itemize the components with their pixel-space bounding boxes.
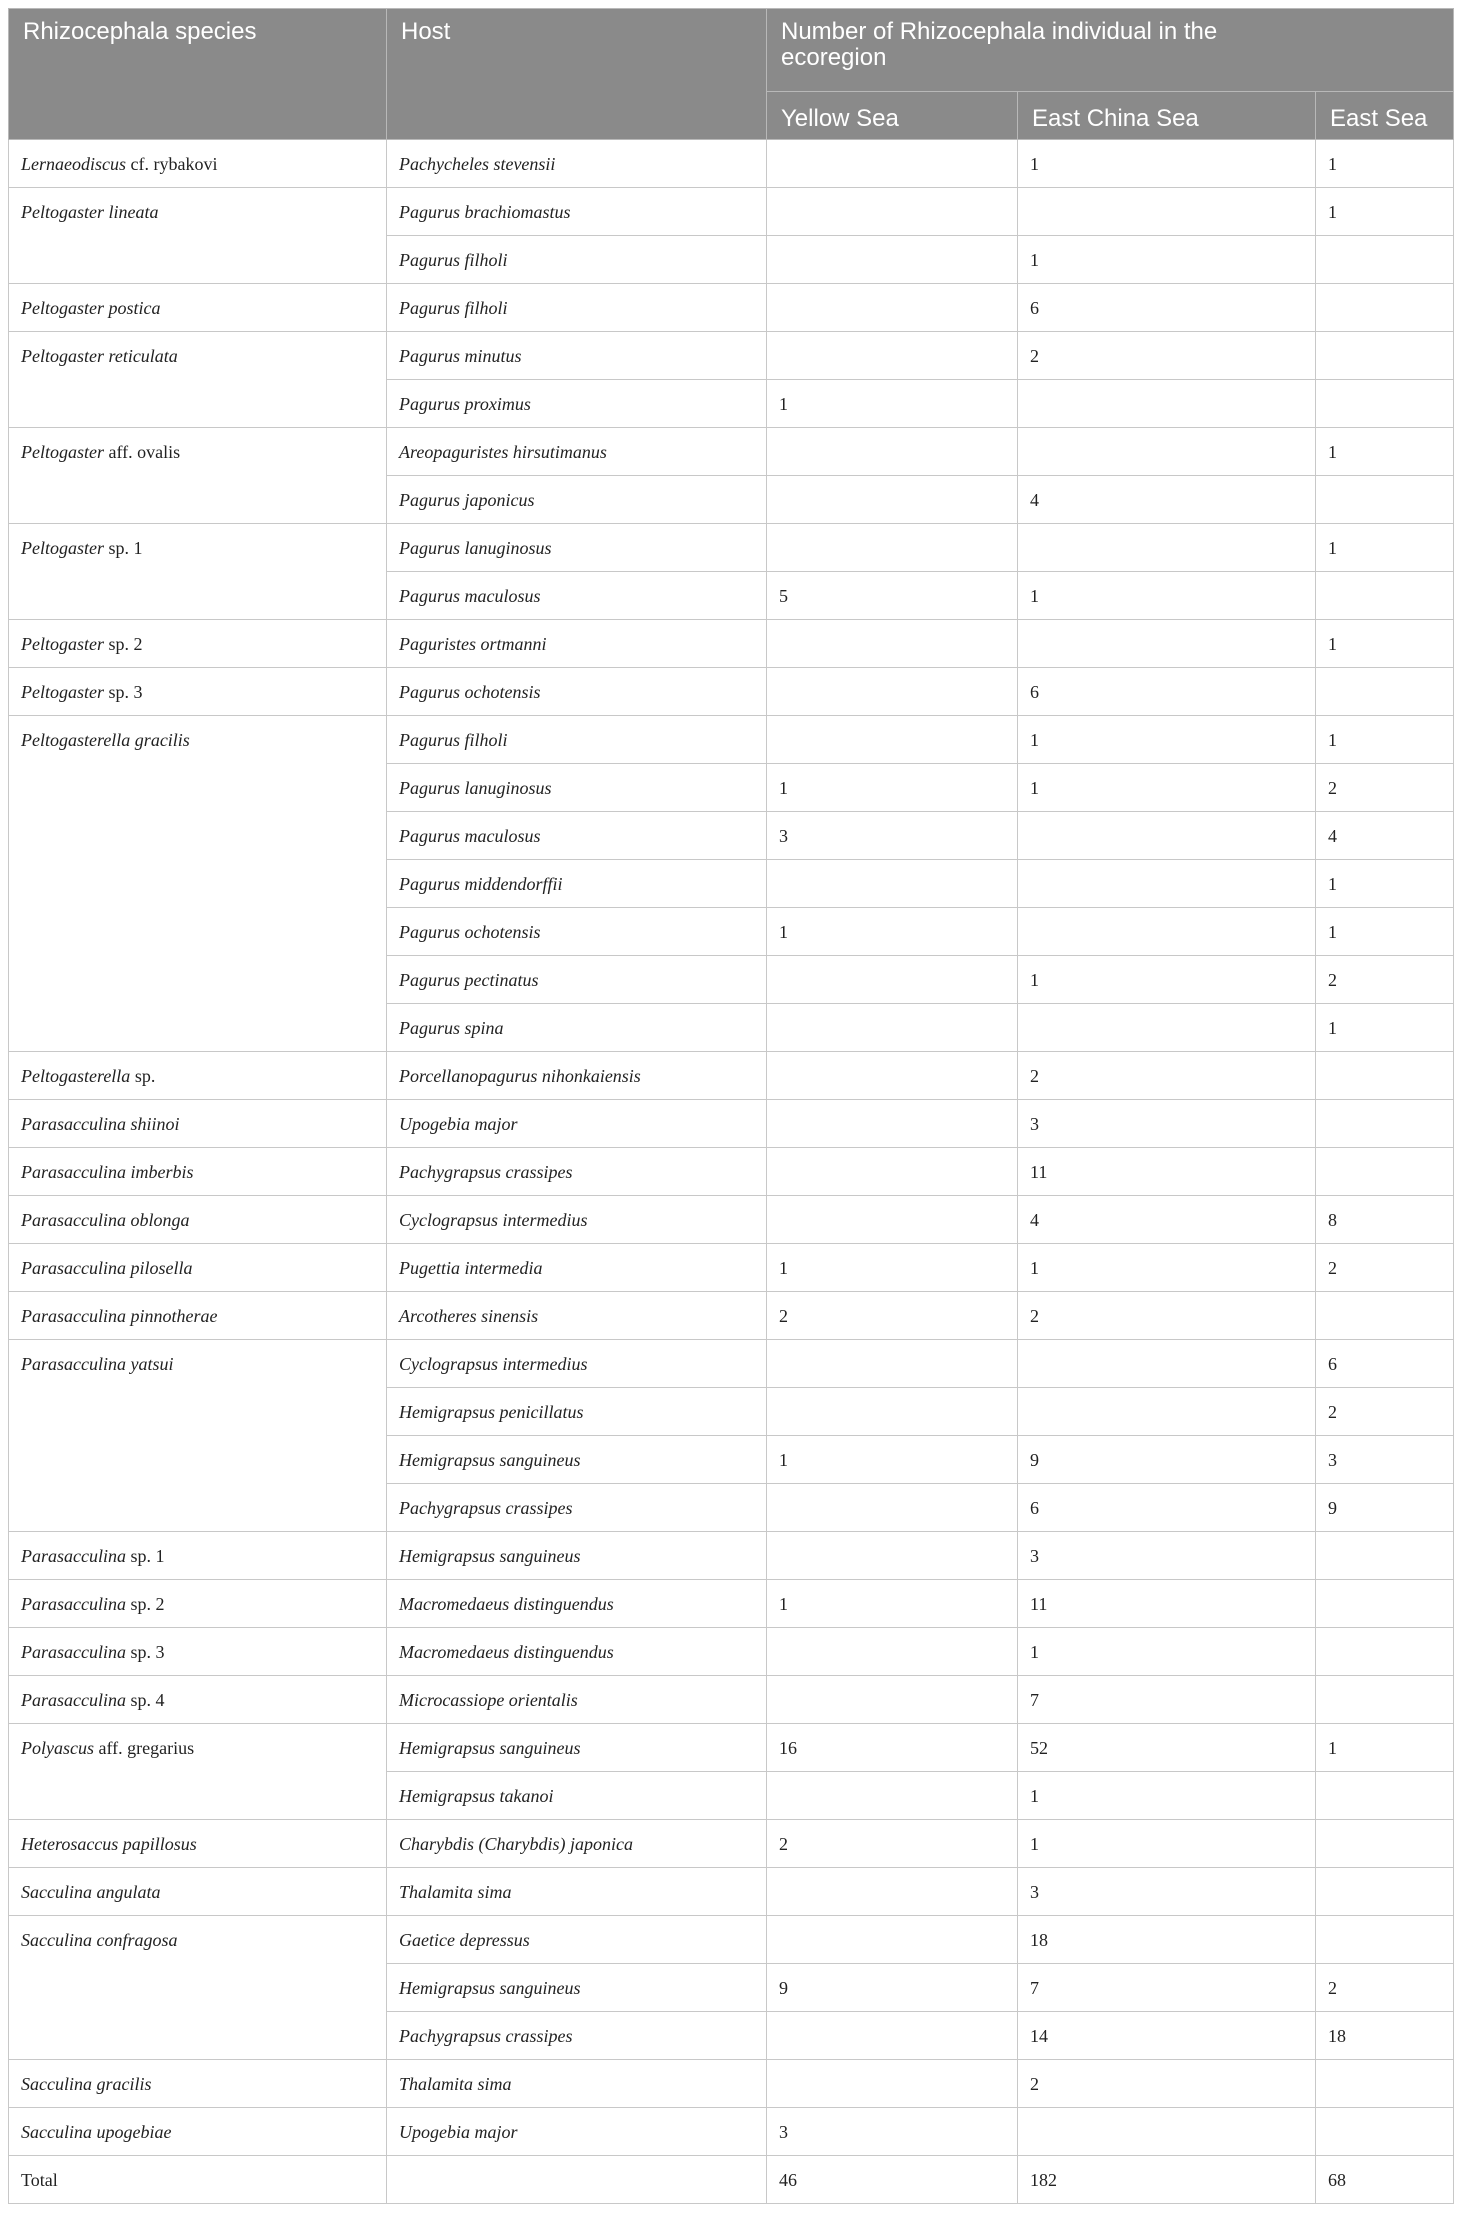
east-china-sea-count: [1018, 2108, 1316, 2156]
table-row: [9, 188, 1454, 236]
east-sea-count: 1: [1316, 428, 1454, 476]
yellow-sea-count: [767, 476, 1018, 524]
host-cell: Pagurus maculosus: [387, 572, 767, 620]
east-sea-count: [1316, 1580, 1454, 1628]
yellow-sea-count: [767, 620, 1018, 668]
species-cell: [9, 1052, 387, 1100]
east-china-sea-count: 11: [1018, 1580, 1316, 1628]
species-cell: [9, 620, 387, 668]
east-sea-count: [1316, 1628, 1454, 1676]
host-cell: Thalamita sima: [387, 2060, 767, 2108]
table-row: [9, 524, 1454, 572]
species-name: Sacculina upogebiae: [21, 2122, 172, 2142]
yellow-sea-count: [767, 332, 1018, 380]
east-china-sea-count: 1: [1018, 1772, 1316, 1820]
yellow-sea-count: [767, 1772, 1018, 1820]
host-cell: Pachygrapsus crassipes: [387, 1148, 767, 1196]
east-china-sea-count: [1018, 428, 1316, 476]
yellow-sea-count: [767, 1628, 1018, 1676]
table-row: [9, 1244, 1454, 1292]
yellow-sea-count: [767, 1100, 1018, 1148]
east-china-sea-count: 1: [1018, 1820, 1316, 1868]
east-sea-count: [1316, 236, 1454, 284]
east-sea-count: [1316, 1916, 1454, 1964]
east-china-sea-count: [1018, 524, 1316, 572]
species-name: Lernaeodiscus: [21, 154, 126, 174]
yellow-sea-count: [767, 1388, 1018, 1436]
header-yellow-sea: Yellow Sea: [767, 92, 1018, 140]
species-cell: [9, 428, 387, 524]
east-sea-count: [1316, 1148, 1454, 1196]
table-row: [9, 1532, 1454, 1580]
east-sea-count: 2: [1316, 1388, 1454, 1436]
east-sea-count: [1316, 1772, 1454, 1820]
species-suffix: sp. 2: [104, 634, 143, 654]
species-cell: [9, 1100, 387, 1148]
species-name: Parasacculina yatsui: [21, 1354, 174, 1374]
east-china-sea-count: 2: [1018, 2060, 1316, 2108]
east-sea-count: 6: [1316, 1340, 1454, 1388]
host-cell: Hemigrapsus sanguineus: [387, 1964, 767, 2012]
yellow-sea-count: [767, 1196, 1018, 1244]
east-sea-count: 1: [1316, 716, 1454, 764]
host-cell: Hemigrapsus sanguineus: [387, 1436, 767, 1484]
table-row: [9, 1340, 1454, 1388]
host-cell: Pagurus maculosus: [387, 812, 767, 860]
east-sea-count: 3: [1316, 1436, 1454, 1484]
yellow-sea-count: [767, 140, 1018, 188]
host-cell: Pachygrapsus crassipes: [387, 2012, 767, 2060]
host-cell: Pachycheles stevensii: [387, 140, 767, 188]
yellow-sea-count: [767, 1004, 1018, 1052]
total-east-sea: 68: [1316, 2156, 1454, 2204]
yellow-sea-count: [767, 1340, 1018, 1388]
species-cell: [9, 1532, 387, 1580]
east-sea-count: [1316, 1532, 1454, 1580]
east-china-sea-count: 6: [1018, 284, 1316, 332]
host-cell: Upogebia major: [387, 2108, 767, 2156]
host-cell: Charybdis (Charybdis) japonica: [387, 1820, 767, 1868]
east-china-sea-count: [1018, 908, 1316, 956]
host-cell: Cyclograpsus intermedius: [387, 1340, 767, 1388]
host-cell: Macromedaeus distinguendus: [387, 1580, 767, 1628]
host-cell: Paguristes ortmanni: [387, 620, 767, 668]
east-sea-count: [1316, 1820, 1454, 1868]
east-china-sea-count: 1: [1018, 716, 1316, 764]
species-name: Peltogaster reticulata: [21, 346, 178, 366]
host-cell: Hemigrapsus takanoi: [387, 1772, 767, 1820]
total-label: Total: [9, 2156, 387, 2204]
yellow-sea-count: [767, 1148, 1018, 1196]
total-yellow-sea: 46: [767, 2156, 1018, 2204]
species-cell: [9, 188, 387, 284]
species-cell: [9, 2108, 387, 2156]
host-cell: Pagurus ochotensis: [387, 908, 767, 956]
header-east-sea: East Sea: [1316, 92, 1454, 140]
host-cell: Cyclograpsus intermedius: [387, 1196, 767, 1244]
species-cell: [9, 1292, 387, 1340]
species-name: Sacculina gracilis: [21, 2074, 152, 2094]
species-suffix: sp. 3: [104, 682, 143, 702]
table-row: [9, 1724, 1454, 1772]
east-china-sea-count: 6: [1018, 668, 1316, 716]
east-china-sea-count: 2: [1018, 1052, 1316, 1100]
yellow-sea-count: 9: [767, 1964, 1018, 2012]
species-suffix: aff. gregarius: [93, 1738, 195, 1758]
east-china-sea-count: 14: [1018, 2012, 1316, 2060]
east-sea-count: 1: [1316, 188, 1454, 236]
east-china-sea-count: [1018, 380, 1316, 428]
east-china-sea-count: 18: [1018, 1916, 1316, 1964]
east-china-sea-count: 3: [1018, 1100, 1316, 1148]
east-china-sea-count: 1: [1018, 140, 1316, 188]
yellow-sea-count: 16: [767, 1724, 1018, 1772]
species-name: Peltogasterella: [21, 1066, 131, 1086]
east-sea-count: 4: [1316, 812, 1454, 860]
east-china-sea-count: [1018, 1388, 1316, 1436]
species-suffix: sp. 1: [126, 1546, 165, 1566]
yellow-sea-count: [767, 956, 1018, 1004]
yellow-sea-count: [767, 236, 1018, 284]
table-row: [9, 428, 1454, 476]
east-sea-count: 2: [1316, 956, 1454, 1004]
species-cell: [9, 716, 387, 1052]
host-cell: Macromedaeus distinguendus: [387, 1628, 767, 1676]
total-host-empty: [387, 2156, 767, 2204]
table-row: [9, 716, 1454, 764]
species-cell: [9, 524, 387, 620]
species-cell: [9, 1340, 387, 1532]
species-name: Sacculina angulata: [21, 1882, 161, 1902]
east-sea-count: [1316, 380, 1454, 428]
species-cell: [9, 668, 387, 716]
east-china-sea-count: [1018, 188, 1316, 236]
east-china-sea-count: 6: [1018, 1484, 1316, 1532]
yellow-sea-count: [767, 1484, 1018, 1532]
header-count-group: Number of Rhizocephala individual in the ecoregion: [767, 9, 1454, 92]
host-cell: Thalamita sima: [387, 1868, 767, 1916]
species-name: Parasacculina imberbis: [21, 1162, 194, 1182]
east-china-sea-count: 1: [1018, 956, 1316, 1004]
host-cell: Gaetice depressus: [387, 1916, 767, 1964]
species-name: Peltogaster: [21, 682, 104, 702]
species-suffix: aff. ovalis: [104, 442, 181, 462]
yellow-sea-count: 1: [767, 1436, 1018, 1484]
table-row: [9, 1820, 1454, 1868]
host-cell: Pagurus minutus: [387, 332, 767, 380]
species-name: Sacculina confragosa: [21, 1930, 178, 1950]
east-china-sea-count: 1: [1018, 764, 1316, 812]
east-china-sea-count: [1018, 1340, 1316, 1388]
table-row: [9, 2060, 1454, 2108]
east-sea-count: 18: [1316, 2012, 1454, 2060]
species-cell: [9, 1628, 387, 1676]
species-cell: [9, 2060, 387, 2108]
species-name: Peltogasterella gracilis: [21, 730, 190, 750]
yellow-sea-count: 1: [767, 764, 1018, 812]
host-cell: Pagurus spina: [387, 1004, 767, 1052]
host-cell: Porcellanopagurus nihonkaiensis: [387, 1052, 767, 1100]
species-cell: [9, 1196, 387, 1244]
east-sea-count: 1: [1316, 908, 1454, 956]
table-row: [9, 1628, 1454, 1676]
east-sea-count: [1316, 332, 1454, 380]
header-east-china-sea: East China Sea: [1018, 92, 1316, 140]
species-name: Parasacculina: [21, 1546, 126, 1566]
east-china-sea-count: 1: [1018, 572, 1316, 620]
east-sea-count: [1316, 668, 1454, 716]
total-row: [9, 2156, 1454, 2204]
species-name: Parasacculina oblonga: [21, 1210, 190, 1230]
host-cell: Pagurus brachiomastus: [387, 188, 767, 236]
species-suffix: sp.: [130, 1066, 156, 1086]
east-sea-count: 8: [1316, 1196, 1454, 1244]
host-cell: Pagurus filholi: [387, 716, 767, 764]
table-row: [9, 1580, 1454, 1628]
species-cell: [9, 284, 387, 332]
species-name: Peltogaster: [21, 634, 104, 654]
east-china-sea-count: 52: [1018, 1724, 1316, 1772]
species-name: Peltogaster postica: [21, 298, 161, 318]
yellow-sea-count: 3: [767, 812, 1018, 860]
host-cell: Microcassiope orientalis: [387, 1676, 767, 1724]
east-china-sea-count: [1018, 1004, 1316, 1052]
yellow-sea-count: [767, 1676, 1018, 1724]
species-cell: [9, 332, 387, 428]
east-china-sea-count: [1018, 812, 1316, 860]
total-east-china-sea: 182: [1018, 2156, 1316, 2204]
east-china-sea-count: 1: [1018, 1628, 1316, 1676]
species-cell: [9, 1244, 387, 1292]
host-cell: Pagurus filholi: [387, 284, 767, 332]
east-china-sea-count: 7: [1018, 1676, 1316, 1724]
east-sea-count: [1316, 2060, 1454, 2108]
east-sea-count: [1316, 2108, 1454, 2156]
species-name: Parasacculina pilosella: [21, 1258, 193, 1278]
yellow-sea-count: 1: [767, 1244, 1018, 1292]
host-cell: Pagurus filholi: [387, 236, 767, 284]
east-sea-count: 9: [1316, 1484, 1454, 1532]
host-cell: Pagurus ochotensis: [387, 668, 767, 716]
table-row: [9, 668, 1454, 716]
table-row: [9, 1292, 1454, 1340]
species-cell: [9, 1148, 387, 1196]
east-china-sea-count: [1018, 620, 1316, 668]
header-species: Rhizocephala species: [9, 9, 387, 140]
host-cell: Hemigrapsus sanguineus: [387, 1724, 767, 1772]
yellow-sea-count: 1: [767, 380, 1018, 428]
yellow-sea-count: [767, 1868, 1018, 1916]
host-cell: Hemigrapsus penicillatus: [387, 1388, 767, 1436]
species-name: Parasacculina: [21, 1690, 126, 1710]
species-cell: [9, 1676, 387, 1724]
species-name: Peltogaster: [21, 538, 104, 558]
yellow-sea-count: [767, 188, 1018, 236]
east-china-sea-count: 4: [1018, 476, 1316, 524]
yellow-sea-count: [767, 716, 1018, 764]
yellow-sea-count: [767, 2060, 1018, 2108]
species-name: Parasacculina: [21, 1642, 126, 1662]
east-china-sea-count: 1: [1018, 1244, 1316, 1292]
species-cell: [9, 1916, 387, 2060]
table-row: [9, 1916, 1454, 1964]
east-sea-count: 1: [1316, 524, 1454, 572]
east-china-sea-count: 4: [1018, 1196, 1316, 1244]
species-suffix: cf. rybakovi: [126, 154, 218, 174]
east-china-sea-count: 1: [1018, 236, 1316, 284]
table-row: [9, 620, 1454, 668]
east-sea-count: 2: [1316, 1964, 1454, 2012]
table-row: [9, 140, 1454, 188]
table-row: [9, 2108, 1454, 2156]
yellow-sea-count: 1: [767, 1580, 1018, 1628]
east-sea-count: [1316, 284, 1454, 332]
yellow-sea-count: 2: [767, 1292, 1018, 1340]
east-sea-count: [1316, 572, 1454, 620]
species-name: Parasacculina pinnotherae: [21, 1306, 218, 1326]
yellow-sea-count: [767, 2012, 1018, 2060]
yellow-sea-count: [767, 524, 1018, 572]
host-cell: Areopaguristes hirsutimanus: [387, 428, 767, 476]
species-cell: [9, 140, 387, 188]
yellow-sea-count: [767, 1052, 1018, 1100]
east-china-sea-count: 11: [1018, 1148, 1316, 1196]
east-sea-count: 1: [1316, 1724, 1454, 1772]
species-suffix: sp. 1: [104, 538, 143, 558]
east-sea-count: [1316, 1292, 1454, 1340]
species-suffix: sp. 2: [126, 1594, 165, 1614]
table-row: [9, 332, 1454, 380]
species-suffix: sp. 3: [126, 1642, 165, 1662]
east-china-sea-count: 7: [1018, 1964, 1316, 2012]
species-cell: [9, 1580, 387, 1628]
table-row: [9, 1052, 1454, 1100]
host-cell: Pagurus proximus: [387, 380, 767, 428]
table-row: [9, 1868, 1454, 1916]
east-china-sea-count: 3: [1018, 1868, 1316, 1916]
rhizocephala-host-table: [8, 8, 1454, 2204]
yellow-sea-count: [767, 1916, 1018, 1964]
yellow-sea-count: 1: [767, 908, 1018, 956]
species-name: Heterosaccus papillosus: [21, 1834, 197, 1854]
east-sea-count: 1: [1316, 140, 1454, 188]
species-suffix: sp. 4: [126, 1690, 165, 1710]
east-sea-count: [1316, 1100, 1454, 1148]
table-row: [9, 1196, 1454, 1244]
east-sea-count: [1316, 1052, 1454, 1100]
table-header: [9, 9, 1454, 140]
species-name: Parasacculina shiinoi: [21, 1114, 180, 1134]
header-host: Host: [387, 9, 767, 140]
east-sea-count: 1: [1316, 620, 1454, 668]
host-cell: Pagurus middendorffii: [387, 860, 767, 908]
east-sea-count: 2: [1316, 1244, 1454, 1292]
host-cell: Pugettia intermedia: [387, 1244, 767, 1292]
host-cell: Pachygrapsus crassipes: [387, 1484, 767, 1532]
species-name: Peltogaster: [21, 442, 104, 462]
yellow-sea-count: [767, 668, 1018, 716]
table-row: [9, 1100, 1454, 1148]
east-china-sea-count: 2: [1018, 332, 1316, 380]
east-sea-count: 1: [1316, 1004, 1454, 1052]
east-china-sea-count: 2: [1018, 1292, 1316, 1340]
east-sea-count: [1316, 476, 1454, 524]
species-name: Peltogaster lineata: [21, 202, 159, 222]
yellow-sea-count: 3: [767, 2108, 1018, 2156]
east-sea-count: [1316, 1676, 1454, 1724]
table-body: [9, 140, 1454, 2156]
table-row: [9, 284, 1454, 332]
yellow-sea-count: [767, 428, 1018, 476]
species-cell: [9, 1820, 387, 1868]
yellow-sea-count: [767, 1532, 1018, 1580]
yellow-sea-count: 5: [767, 572, 1018, 620]
host-cell: Pagurus lanuginosus: [387, 524, 767, 572]
host-cell: Upogebia major: [387, 1100, 767, 1148]
east-china-sea-count: [1018, 860, 1316, 908]
east-sea-count: 1: [1316, 860, 1454, 908]
host-cell: Pagurus lanuginosus: [387, 764, 767, 812]
table-row: [9, 1676, 1454, 1724]
species-name: Polyascus: [21, 1738, 94, 1758]
east-china-sea-count: 9: [1018, 1436, 1316, 1484]
east-china-sea-count: 3: [1018, 1532, 1316, 1580]
table-row: [9, 1148, 1454, 1196]
host-cell: Arcotheres sinensis: [387, 1292, 767, 1340]
species-cell: [9, 1724, 387, 1820]
host-cell: Pagurus pectinatus: [387, 956, 767, 1004]
yellow-sea-count: 2: [767, 1820, 1018, 1868]
species-name: Parasacculina: [21, 1594, 126, 1614]
yellow-sea-count: [767, 860, 1018, 908]
east-sea-count: 2: [1316, 764, 1454, 812]
host-cell: Pagurus japonicus: [387, 476, 767, 524]
table-footer: [9, 2156, 1454, 2204]
host-cell: Hemigrapsus sanguineus: [387, 1532, 767, 1580]
east-sea-count: [1316, 1868, 1454, 1916]
yellow-sea-count: [767, 284, 1018, 332]
species-cell: [9, 1868, 387, 1916]
